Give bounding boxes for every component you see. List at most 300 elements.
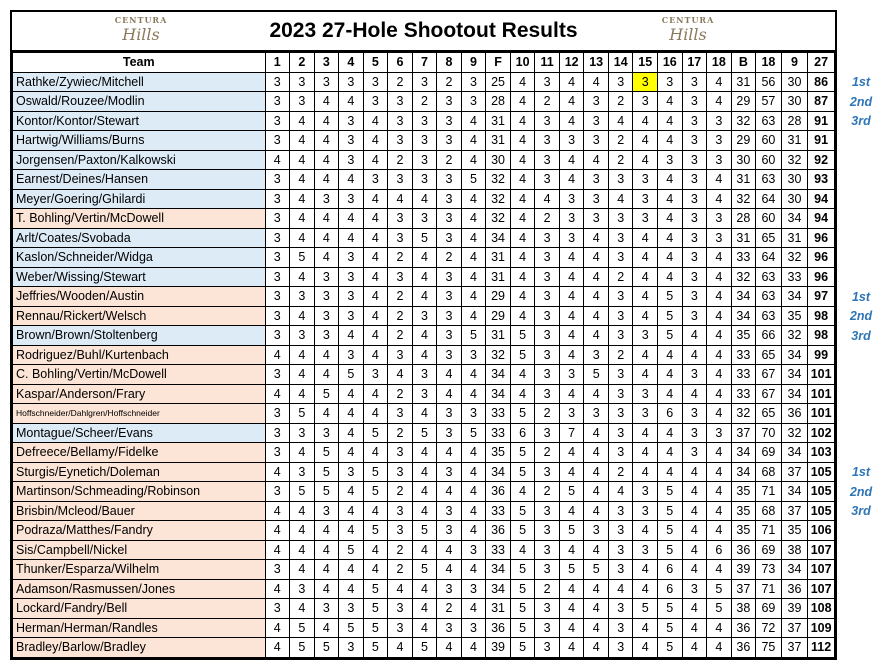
- score-cell: 3: [535, 365, 560, 385]
- score-cell: 4: [510, 111, 535, 131]
- score-cell: 36: [731, 618, 756, 638]
- table-row: [13, 345, 835, 365]
- hole-header: 13: [584, 53, 609, 73]
- score-cell: 4: [363, 131, 388, 151]
- score-cell: 3: [437, 111, 462, 131]
- score-cell: 4: [412, 345, 437, 365]
- score-cell: 31: [731, 72, 756, 92]
- score-cell: 4: [363, 248, 388, 268]
- score-cell: 5: [559, 560, 584, 580]
- placement-label: 2nd: [849, 94, 873, 109]
- hole-header: 5: [363, 53, 388, 73]
- score-cell: 3: [535, 306, 560, 326]
- score-cell: 4: [510, 209, 535, 229]
- team-name: Kaspar/Anderson/Frary: [13, 384, 266, 404]
- table-row: [13, 228, 835, 248]
- score-cell: 4: [339, 404, 364, 424]
- page-title: 2023 27-Hole Shootout Results: [269, 19, 578, 42]
- score-cell: 32: [781, 326, 808, 346]
- score-cell: 3: [682, 131, 707, 151]
- score-cell: 4: [290, 267, 315, 287]
- score-cell: 4: [510, 228, 535, 248]
- hole-header: F: [486, 53, 511, 73]
- hole-header: 9: [781, 53, 808, 73]
- total-score: 105: [808, 482, 835, 502]
- score-cell: 4: [388, 638, 413, 658]
- score-cell: 3: [682, 150, 707, 170]
- score-cell: 4: [584, 267, 609, 287]
- score-cell: 4: [658, 189, 683, 209]
- score-cell: 3: [265, 170, 290, 190]
- hole-header: 10: [510, 53, 535, 73]
- score-cell: 35: [731, 521, 756, 541]
- score-cell: 4: [559, 248, 584, 268]
- hole-header: 9: [461, 53, 486, 73]
- score-cell: 4: [707, 638, 732, 658]
- score-cell: 4: [290, 189, 315, 209]
- score-cell: 3: [437, 170, 462, 190]
- placement-label: 3rd: [851, 114, 871, 128]
- score-cell: 3: [535, 384, 560, 404]
- score-cell: 3: [265, 599, 290, 619]
- score-cell: 4: [633, 131, 658, 151]
- score-cell: 3: [707, 150, 732, 170]
- team-name: Martinson/Schmeading/Robinson: [13, 482, 266, 502]
- score-cell: 4: [682, 384, 707, 404]
- score-cell: 3: [535, 599, 560, 619]
- score-cell: 3: [412, 150, 437, 170]
- score-cell: 4: [682, 521, 707, 541]
- score-cell: 3: [314, 599, 339, 619]
- score-cell: 4: [707, 345, 732, 365]
- score-cell: 3: [682, 209, 707, 229]
- score-cell: 4: [633, 287, 658, 307]
- total-score: 109: [808, 618, 835, 638]
- score-cell: 4: [559, 579, 584, 599]
- score-cell: 3: [290, 326, 315, 346]
- score-cell: 4: [265, 501, 290, 521]
- score-cell: 4: [363, 228, 388, 248]
- table-row: [13, 423, 835, 443]
- score-cell: 3: [437, 404, 462, 424]
- score-cell: 4: [608, 111, 633, 131]
- score-cell: 3: [535, 540, 560, 560]
- score-cell: 4: [461, 209, 486, 229]
- table-row: [13, 540, 835, 560]
- score-cell: 3: [608, 326, 633, 346]
- score-cell: 4: [633, 560, 658, 580]
- score-cell: 5: [658, 306, 683, 326]
- score-cell: 30: [781, 72, 808, 92]
- table-row: [13, 72, 835, 92]
- score-cell: 3: [633, 501, 658, 521]
- score-cell: 5: [658, 521, 683, 541]
- table-row: [13, 189, 835, 209]
- score-cell: 3: [535, 228, 560, 248]
- score-cell: 3: [608, 560, 633, 580]
- score-cell: 3: [412, 72, 437, 92]
- score-cell: 3: [559, 228, 584, 248]
- score-cell: 3: [388, 599, 413, 619]
- total-score: 107: [808, 540, 835, 560]
- score-cell: 4: [559, 443, 584, 463]
- score-cell: 3: [265, 228, 290, 248]
- score-cell: 5: [707, 579, 732, 599]
- score-cell: 4: [437, 443, 462, 463]
- score-cell: 4: [363, 443, 388, 463]
- score-cell: 3: [682, 287, 707, 307]
- score-cell: 3: [388, 521, 413, 541]
- score-cell: 3: [437, 618, 462, 638]
- score-cell: 35: [731, 326, 756, 346]
- score-cell: 4: [510, 72, 535, 92]
- logo-line2: Hills: [122, 25, 160, 44]
- score-cell: 3: [437, 326, 462, 346]
- score-cell: 3: [608, 618, 633, 638]
- score-cell: 36: [781, 404, 808, 424]
- score-cell: 2: [388, 560, 413, 580]
- score-cell: 32: [781, 150, 808, 170]
- score-cell: 3: [633, 170, 658, 190]
- score-cell: 3: [535, 150, 560, 170]
- score-cell: 3: [388, 618, 413, 638]
- score-cell: 71: [756, 579, 782, 599]
- score-cell: 5: [363, 521, 388, 541]
- score-cell: 3: [535, 287, 560, 307]
- score-cell: 3: [633, 384, 658, 404]
- score-cell: 64: [756, 248, 782, 268]
- score-cell: 34: [486, 384, 511, 404]
- score-cell: 3: [437, 345, 462, 365]
- score-cell: 4: [388, 579, 413, 599]
- score-cell: 4: [412, 267, 437, 287]
- score-cell: 3: [658, 150, 683, 170]
- total-score: 108: [808, 599, 835, 619]
- score-cell: 37: [731, 423, 756, 443]
- score-cell: 4: [314, 560, 339, 580]
- hole-header: 12: [559, 53, 584, 73]
- total-score: 106: [808, 521, 835, 541]
- score-cell: 4: [290, 560, 315, 580]
- score-cell: 3: [633, 326, 658, 346]
- score-cell: 4: [339, 560, 364, 580]
- score-cell: 3: [633, 92, 658, 112]
- score-cell: 4: [658, 365, 683, 385]
- score-cell: 4: [658, 267, 683, 287]
- total-score: 86: [808, 72, 835, 92]
- score-cell: 4: [682, 482, 707, 502]
- score-cell: 4: [461, 189, 486, 209]
- score-cell: 4: [437, 365, 462, 385]
- score-cell: 4: [339, 170, 364, 190]
- table-row: [13, 404, 835, 424]
- score-cell: 72: [756, 618, 782, 638]
- score-cell: 4: [314, 209, 339, 229]
- score-cell: 3: [608, 72, 633, 92]
- placement-label: 1st: [851, 289, 871, 304]
- score-cell: 3: [339, 462, 364, 482]
- score-cell: 4: [559, 306, 584, 326]
- score-cell: 4: [608, 579, 633, 599]
- score-cell: 3: [584, 404, 609, 424]
- score-cell: 3: [584, 92, 609, 112]
- team-name: Sis/Campbell/Nickel: [13, 540, 266, 560]
- score-cell: 4: [363, 209, 388, 229]
- score-cell: 33: [486, 404, 511, 424]
- score-cell: 3: [314, 287, 339, 307]
- score-cell: 4: [290, 209, 315, 229]
- table-row: [13, 287, 835, 307]
- score-cell: 4: [707, 560, 732, 580]
- score-cell: 30: [781, 92, 808, 112]
- score-cell: 36: [731, 540, 756, 560]
- score-cell: 3: [265, 365, 290, 385]
- score-cell: 4: [412, 501, 437, 521]
- score-cell: 4: [707, 287, 732, 307]
- score-cell: 4: [314, 111, 339, 131]
- score-cell: 3: [608, 501, 633, 521]
- score-cell: 3: [265, 482, 290, 502]
- score-cell: 39: [486, 638, 511, 658]
- score-cell: 73: [756, 560, 782, 580]
- score-cell: 4: [510, 287, 535, 307]
- total-score: 97: [808, 287, 835, 307]
- score-cell: 4: [290, 170, 315, 190]
- title-row: [12, 12, 835, 52]
- team-name: Hartwig/Williams/Burns: [13, 131, 266, 151]
- score-cell: 4: [363, 540, 388, 560]
- score-cell: 3: [682, 228, 707, 248]
- score-cell: 4: [584, 638, 609, 658]
- score-cell: 4: [412, 618, 437, 638]
- score-cell: 3: [265, 560, 290, 580]
- score-cell: 5: [461, 170, 486, 190]
- total-score: 112: [808, 638, 835, 658]
- score-cell: 3: [388, 111, 413, 131]
- score-cell: 5: [510, 599, 535, 619]
- score-cell: 5: [510, 462, 535, 482]
- score-cell: 30: [781, 189, 808, 209]
- table-row: [13, 131, 835, 151]
- team-name: Meyer/Goering/Ghilardi: [13, 189, 266, 209]
- score-cell: 33: [731, 384, 756, 404]
- score-cell: 3: [608, 443, 633, 463]
- score-cell: 4: [559, 384, 584, 404]
- score-cell: 69: [756, 599, 782, 619]
- score-cell: 36: [486, 618, 511, 638]
- score-cell: 4: [707, 384, 732, 404]
- score-cell: 4: [339, 326, 364, 346]
- score-cell: 35: [731, 482, 756, 502]
- score-cell: 4: [658, 228, 683, 248]
- score-cell: 68: [756, 462, 782, 482]
- score-cell: 34: [731, 462, 756, 482]
- score-cell: 5: [363, 618, 388, 638]
- score-cell: 4: [412, 482, 437, 502]
- score-cell: 2: [535, 92, 560, 112]
- score-cell: 4: [461, 150, 486, 170]
- score-cell: 3: [682, 248, 707, 268]
- score-cell: 4: [682, 618, 707, 638]
- score-cell: 3: [290, 462, 315, 482]
- logo-line2: Hills: [669, 25, 707, 44]
- score-cell: 4: [265, 540, 290, 560]
- score-cell: 4: [559, 638, 584, 658]
- score-cell: 4: [412, 443, 437, 463]
- total-score: 92: [808, 150, 835, 170]
- score-cell: 39: [781, 599, 808, 619]
- score-cell: 4: [290, 306, 315, 326]
- score-cell: 3: [584, 521, 609, 541]
- score-cell: 4: [314, 345, 339, 365]
- score-cell: 3: [682, 267, 707, 287]
- score-cell: 4: [339, 443, 364, 463]
- header-row: [13, 53, 835, 73]
- score-cell: 3: [535, 111, 560, 131]
- score-cell: 3: [437, 462, 462, 482]
- score-cell: 5: [658, 638, 683, 658]
- score-cell: 4: [633, 579, 658, 599]
- score-cell: 34: [731, 287, 756, 307]
- score-cell: 3: [339, 131, 364, 151]
- score-cell: 3: [608, 365, 633, 385]
- score-cell: 7: [559, 423, 584, 443]
- score-cell: 5: [363, 579, 388, 599]
- score-cell: 4: [584, 540, 609, 560]
- score-cell: 3: [265, 326, 290, 346]
- score-cell: 4: [363, 384, 388, 404]
- score-cell: 34: [781, 443, 808, 463]
- score-cell: 4: [584, 618, 609, 638]
- score-cell: 31: [486, 131, 511, 151]
- score-cell: 5: [314, 384, 339, 404]
- team-name: Montague/Scheer/Evans: [13, 423, 266, 443]
- table-row: [13, 365, 835, 385]
- score-cell: 4: [290, 365, 315, 385]
- team-name: Earnest/Deines/Hansen: [13, 170, 266, 190]
- score-cell: 3: [437, 267, 462, 287]
- score-cell: 34: [486, 365, 511, 385]
- score-cell: 3: [608, 423, 633, 443]
- score-cell: 3: [290, 423, 315, 443]
- score-cell: 3: [559, 189, 584, 209]
- score-cell: 4: [633, 638, 658, 658]
- score-cell: 56: [756, 72, 782, 92]
- score-cell: 4: [412, 540, 437, 560]
- team-name: C. Bohling/Vertin/McDowell: [13, 365, 266, 385]
- score-cell: 34: [781, 482, 808, 502]
- score-cell: 3: [559, 404, 584, 424]
- score-cell: 3: [265, 306, 290, 326]
- score-cell: 29: [731, 131, 756, 151]
- score-cell: 4: [412, 404, 437, 424]
- score-cell: 4: [658, 462, 683, 482]
- score-cell: 4: [707, 618, 732, 638]
- score-cell: 4: [510, 189, 535, 209]
- score-cell: 4: [265, 384, 290, 404]
- score-cell: 5: [559, 521, 584, 541]
- score-cell: 2: [388, 306, 413, 326]
- score-cell: 4: [658, 384, 683, 404]
- score-cell: 4: [633, 365, 658, 385]
- score-cell: 4: [584, 72, 609, 92]
- score-cell: 4: [290, 345, 315, 365]
- placement-label: 2nd: [849, 309, 873, 323]
- score-cell: 4: [559, 111, 584, 131]
- score-cell: 4: [363, 326, 388, 346]
- table-row: [13, 443, 835, 463]
- score-cell: 3: [535, 462, 560, 482]
- total-score: 107: [808, 560, 835, 580]
- score-cell: 3: [265, 111, 290, 131]
- score-cell: 4: [314, 170, 339, 190]
- score-cell: 33: [486, 423, 511, 443]
- total-score: 105: [808, 462, 835, 482]
- total-score: 96: [808, 228, 835, 248]
- score-cell: 3: [265, 248, 290, 268]
- score-cell: 5: [559, 482, 584, 502]
- table-row: [13, 384, 835, 404]
- total-score: 91: [808, 131, 835, 151]
- score-cell: 4: [461, 501, 486, 521]
- score-cell: 4: [461, 462, 486, 482]
- score-cell: 2: [388, 150, 413, 170]
- score-cell: 5: [314, 638, 339, 658]
- score-cell: 4: [314, 404, 339, 424]
- score-cell: 4: [461, 267, 486, 287]
- score-cell: 4: [608, 189, 633, 209]
- score-cell: 4: [510, 306, 535, 326]
- score-cell: 4: [633, 345, 658, 365]
- team-name: Podraza/Matthes/Fandry: [13, 521, 266, 541]
- score-cell: 71: [756, 521, 782, 541]
- score-cell: 6: [658, 579, 683, 599]
- score-cell: 4: [265, 345, 290, 365]
- score-cell: 4: [658, 111, 683, 131]
- score-cell: 4: [510, 267, 535, 287]
- score-cell: 4: [437, 560, 462, 580]
- score-cell: 3: [535, 638, 560, 658]
- score-cell: 3: [437, 579, 462, 599]
- score-cell: 4: [584, 287, 609, 307]
- score-cell: 4: [559, 462, 584, 482]
- score-cell: 4: [339, 521, 364, 541]
- score-cell: 3: [412, 111, 437, 131]
- score-cell: 5: [339, 365, 364, 385]
- team-name: Defreece/Bellamy/Fidelke: [13, 443, 266, 463]
- score-cell: 30: [781, 170, 808, 190]
- score-cell: 4: [314, 579, 339, 599]
- score-cell: 3: [388, 462, 413, 482]
- total-score: 93: [808, 170, 835, 190]
- score-cell: 5: [290, 248, 315, 268]
- score-cell: 34: [486, 462, 511, 482]
- score-cell: 34: [781, 365, 808, 385]
- score-cell: 3: [388, 92, 413, 112]
- score-cell: 33: [486, 540, 511, 560]
- total-score: 103: [808, 443, 835, 463]
- score-cell: 32: [731, 189, 756, 209]
- score-cell: 2: [535, 443, 560, 463]
- score-cell: 3: [339, 599, 364, 619]
- score-cell: 6: [658, 560, 683, 580]
- score-cell: 4: [412, 248, 437, 268]
- score-cell: 3: [412, 209, 437, 229]
- score-cell: 29: [486, 287, 511, 307]
- score-cell: 3: [388, 443, 413, 463]
- hole-header: 11: [535, 53, 560, 73]
- score-cell: 4: [461, 248, 486, 268]
